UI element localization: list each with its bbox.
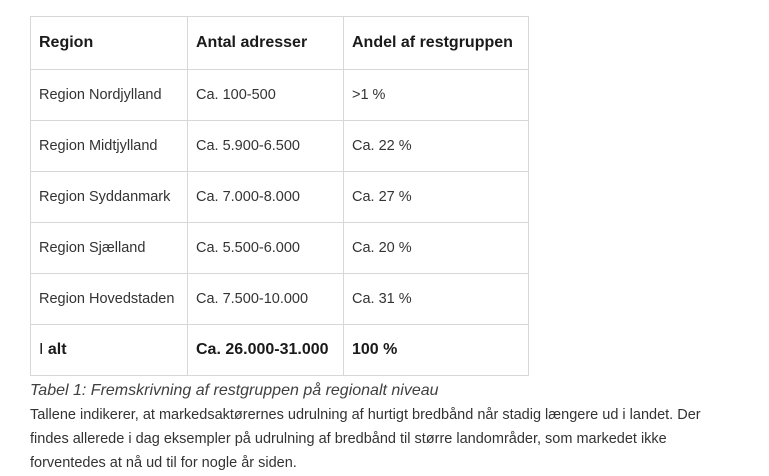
body-paragraph (30, 403, 765, 475)
table-row (31, 172, 529, 223)
cell-address-count: Ca. 5.900-6.500 (188, 121, 344, 172)
cell-total-label (31, 325, 188, 376)
cell-region: Region Sjælland (31, 223, 188, 274)
paragraph-line: findes allerede i dag eksempler på udrulning af bredbånd til større landområder, som markedet ikke (30, 431, 667, 447)
cell-address-count: Ca. 7.500-10.000 (188, 274, 344, 325)
cell-address-count: Ca. 100-500 (188, 70, 344, 121)
table-total-row (31, 325, 529, 376)
cell-region: Region Hovedstaden (31, 274, 188, 325)
total-label-prefix: I (39, 341, 44, 358)
header-share: Andel af restgruppen (344, 17, 529, 70)
table-row (31, 70, 529, 121)
cell-region: Region Syddanmark (31, 172, 188, 223)
cell-address-count: Ca. 5.500-6.000 (188, 223, 344, 274)
table-row (31, 223, 529, 274)
cell-share: Ca. 22 % (344, 121, 529, 172)
table-header-row (31, 17, 529, 70)
paragraph-line: Tallene indikerer, at markedsaktørernes udrulning af hurtigt bredbånd når stadig længere ud i landet. Der (30, 407, 701, 423)
regional-table (30, 16, 529, 376)
cell-total-addresses: Ca. 26.000-31.000 (188, 325, 344, 376)
cell-share: Ca. 20 % (344, 223, 529, 274)
table-row (31, 274, 529, 325)
total-label-rest: alt (47, 341, 67, 358)
table-row (31, 121, 529, 172)
table-caption: Tabel 1: Fremskrivning af restgruppen på regionalt niveau (30, 382, 439, 399)
header-region: Region (31, 17, 188, 70)
cell-region: Region Midtjylland (31, 121, 188, 172)
header-address-count: Antal adresser (188, 17, 344, 70)
cell-total-share: 100 % (344, 325, 529, 376)
cell-share: >1 % (344, 70, 529, 121)
cell-share: Ca. 31 % (344, 274, 529, 325)
paragraph-line: forventedes at nå ud til for nogle år siden. (30, 455, 297, 471)
cell-share: Ca. 27 % (344, 172, 529, 223)
cell-address-count: Ca. 7.000-8.000 (188, 172, 344, 223)
cell-region: Region Nordjylland (31, 70, 188, 121)
